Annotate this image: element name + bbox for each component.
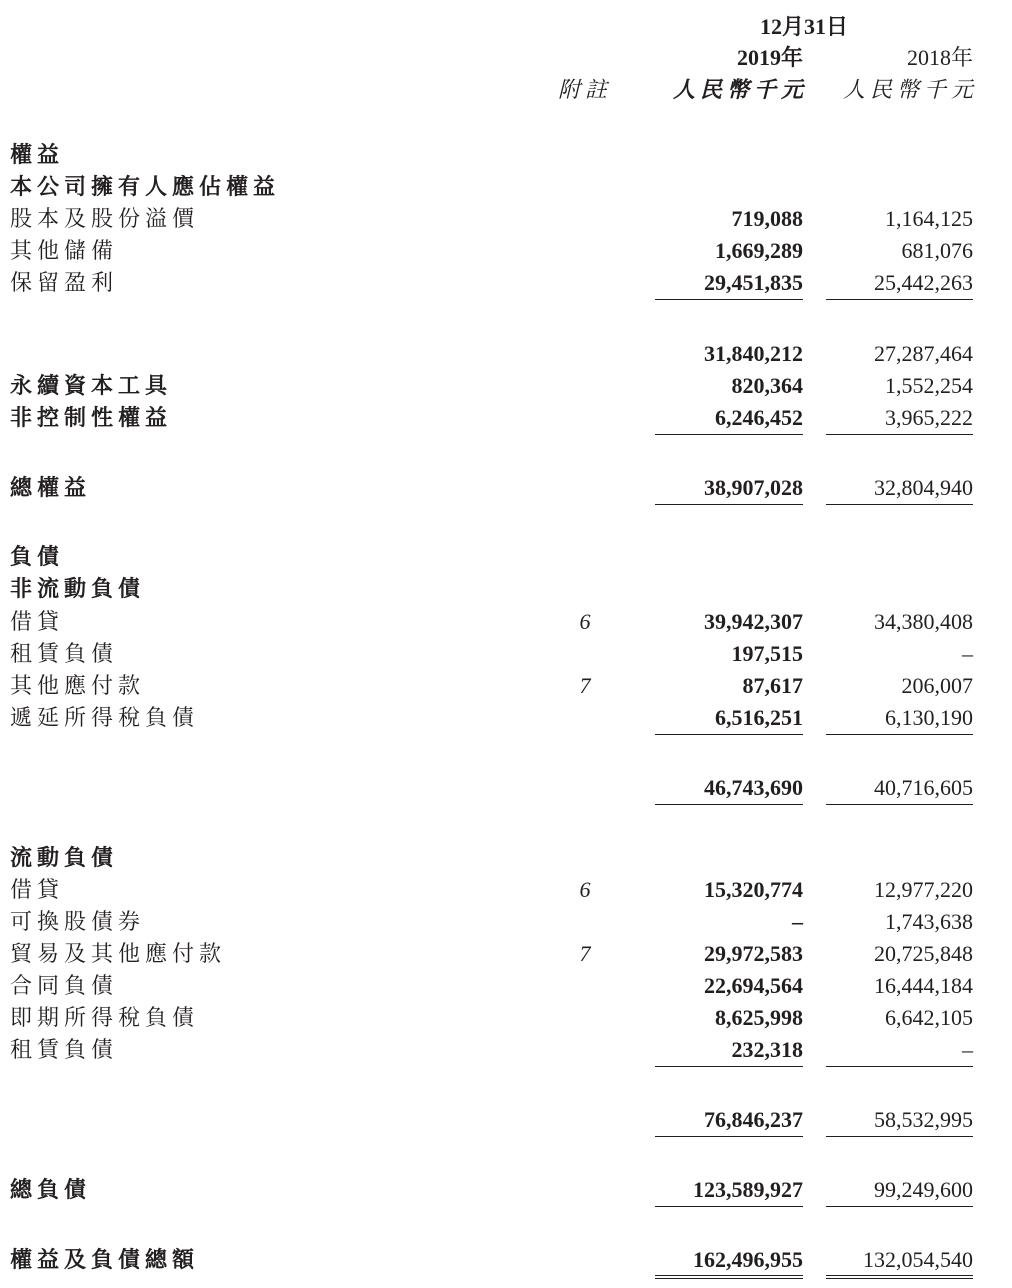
row-total-equity-2019: 38,907,028: [704, 475, 803, 500]
row-nc-borrowings-2018: 34,380,408: [874, 609, 973, 634]
row-equity-subtotal-2018: 27,287,464: [874, 341, 973, 366]
row-total-equity-label: 總權益: [10, 475, 92, 500]
row-c-convertible-label: 可換股債券: [10, 909, 146, 934]
row-c-current-tax-2018: 6,642,105: [885, 1005, 973, 1030]
rule-2019: [655, 1136, 803, 1137]
row-nc-other-payables-note: 7: [579, 673, 591, 698]
row-grand-total-2018: 132,054,540: [863, 1247, 973, 1272]
row-total-liabilities-2018: 99,249,600: [874, 1177, 973, 1202]
equity-heading: 權益: [10, 142, 65, 167]
row-perpetual-2019: 820,364: [731, 373, 803, 398]
row-perpetual-label: 永續資本工具: [10, 373, 173, 398]
row-c-convertible-2018: 1,743,638: [885, 909, 973, 934]
row-total-liabilities-label: 總負債: [10, 1177, 92, 1202]
row-c-trade-payables-label: 貿易及其他應付款: [10, 941, 227, 966]
rule-2019: [655, 504, 803, 505]
row-nci-2019: 6,246,452: [715, 405, 803, 430]
row-c-convertible-2019: –: [792, 909, 803, 934]
current-heading: 流動負債: [10, 845, 119, 870]
row-retained-label: 保留盈利: [10, 270, 119, 295]
header-date: 12月31日: [760, 14, 849, 39]
header-currency-2019: 人民幣千元: [672, 77, 808, 102]
row-share-capital-2019: 719,088: [731, 206, 803, 231]
row-nc-borrowings-2019: 39,942,307: [704, 609, 803, 634]
row-share-capital-2018: 1,164,125: [885, 206, 973, 231]
row-nc-lease-label: 租賃負債: [10, 641, 119, 666]
row-c-current-tax-2019: 8,625,998: [715, 1005, 803, 1030]
row-c-lease-label: 租賃負債: [10, 1037, 119, 1062]
row-nc-lease-2019: 197,515: [731, 641, 803, 666]
row-c-borrowings-label: 借貸: [10, 877, 65, 902]
row-c-trade-payables-note: 7: [579, 941, 591, 966]
row-c-contract-2019: 22,694,564: [704, 973, 803, 998]
rule-2019: [655, 1206, 803, 1207]
header-year-2018: 2018年: [906, 45, 973, 70]
row-nc-other-payables-2019: 87,617: [742, 673, 803, 698]
rule-2019: [655, 804, 803, 805]
row-nc-other-payables-label: 其他應付款: [10, 673, 146, 698]
row-share-capital-label: 股本及股份溢價: [10, 206, 200, 231]
rule-2018: [826, 434, 973, 435]
row-c-contract-label: 合同負債: [10, 973, 119, 998]
row-nc-deferred-tax-2018: 6,130,190: [885, 705, 973, 730]
rule-2018: [826, 1066, 973, 1067]
row-c-contract-2018: 16,444,184: [874, 973, 973, 998]
row-nc-borrowings-note: 6: [579, 609, 591, 634]
header-year-2019: 2019年: [736, 45, 803, 70]
row-total-equity-2018: 32,804,940: [874, 475, 973, 500]
double-rule-2019: [655, 1275, 803, 1279]
row-retained-2019: 29,451,835: [704, 270, 803, 295]
row-nc-deferred-tax-2019: 6,516,251: [715, 705, 803, 730]
row-nci-2018: 3,965,222: [885, 405, 973, 430]
header-currency-2018: 人民幣千元: [842, 77, 978, 102]
liabilities-heading: 負債: [10, 544, 65, 569]
row-c-total-2019: 76,846,237: [704, 1107, 803, 1132]
row-c-current-tax-label: 即期所得稅負債: [10, 1005, 200, 1030]
row-nc-total-2019: 46,743,690: [704, 775, 803, 800]
row-equity-subtotal-2019: 31,840,212: [704, 341, 803, 366]
double-rule-2018: [826, 1275, 973, 1279]
row-nci-label: 非控制性權益: [10, 405, 173, 430]
rule-2018: [826, 299, 973, 300]
row-other-reserves-2019: 1,669,289: [715, 238, 803, 263]
row-other-reserves-label: 其他儲備: [10, 238, 119, 263]
row-grand-total-label: 權益及負債總額: [10, 1247, 200, 1272]
row-other-reserves-2018: 681,076: [901, 238, 973, 263]
row-c-borrowings-note: 6: [579, 877, 591, 902]
row-c-lease-2019: 232,318: [731, 1037, 803, 1062]
rule-2019: [655, 299, 803, 300]
rule-2018: [826, 804, 973, 805]
noncurrent-heading: 非流動負債: [10, 576, 146, 601]
rule-2019: [655, 1066, 803, 1067]
row-total-liabilities-2019: 123,589,927: [693, 1177, 803, 1202]
row-retained-2018: 25,442,263: [874, 270, 973, 295]
row-grand-total-2019: 162,496,955: [693, 1247, 803, 1272]
row-c-total-2018: 58,532,995: [874, 1107, 973, 1132]
row-c-lease-2018: –: [962, 1037, 973, 1062]
rule-2019: [655, 434, 803, 435]
row-c-borrowings-2018: 12,977,220: [874, 877, 973, 902]
rule-2018: [826, 734, 973, 735]
row-perpetual-2018: 1,552,254: [885, 373, 973, 398]
rule-2019: [655, 734, 803, 735]
header-note-label: 附註: [558, 77, 613, 102]
equity-subheading: 本公司擁有人應佔權益: [10, 174, 281, 199]
row-nc-other-payables-2018: 206,007: [901, 673, 973, 698]
row-nc-lease-2018: –: [962, 641, 973, 666]
rule-2018: [826, 1206, 973, 1207]
row-nc-deferred-tax-label: 遞延所得稅負債: [10, 705, 200, 730]
row-nc-total-2018: 40,716,605: [874, 775, 973, 800]
rule-2018: [826, 504, 973, 505]
row-nc-borrowings-label: 借貸: [10, 609, 65, 634]
rule-2018: [826, 1136, 973, 1137]
row-c-trade-payables-2018: 20,725,848: [874, 941, 973, 966]
row-c-trade-payables-2019: 29,972,583: [704, 941, 803, 966]
row-c-borrowings-2019: 15,320,774: [704, 877, 803, 902]
